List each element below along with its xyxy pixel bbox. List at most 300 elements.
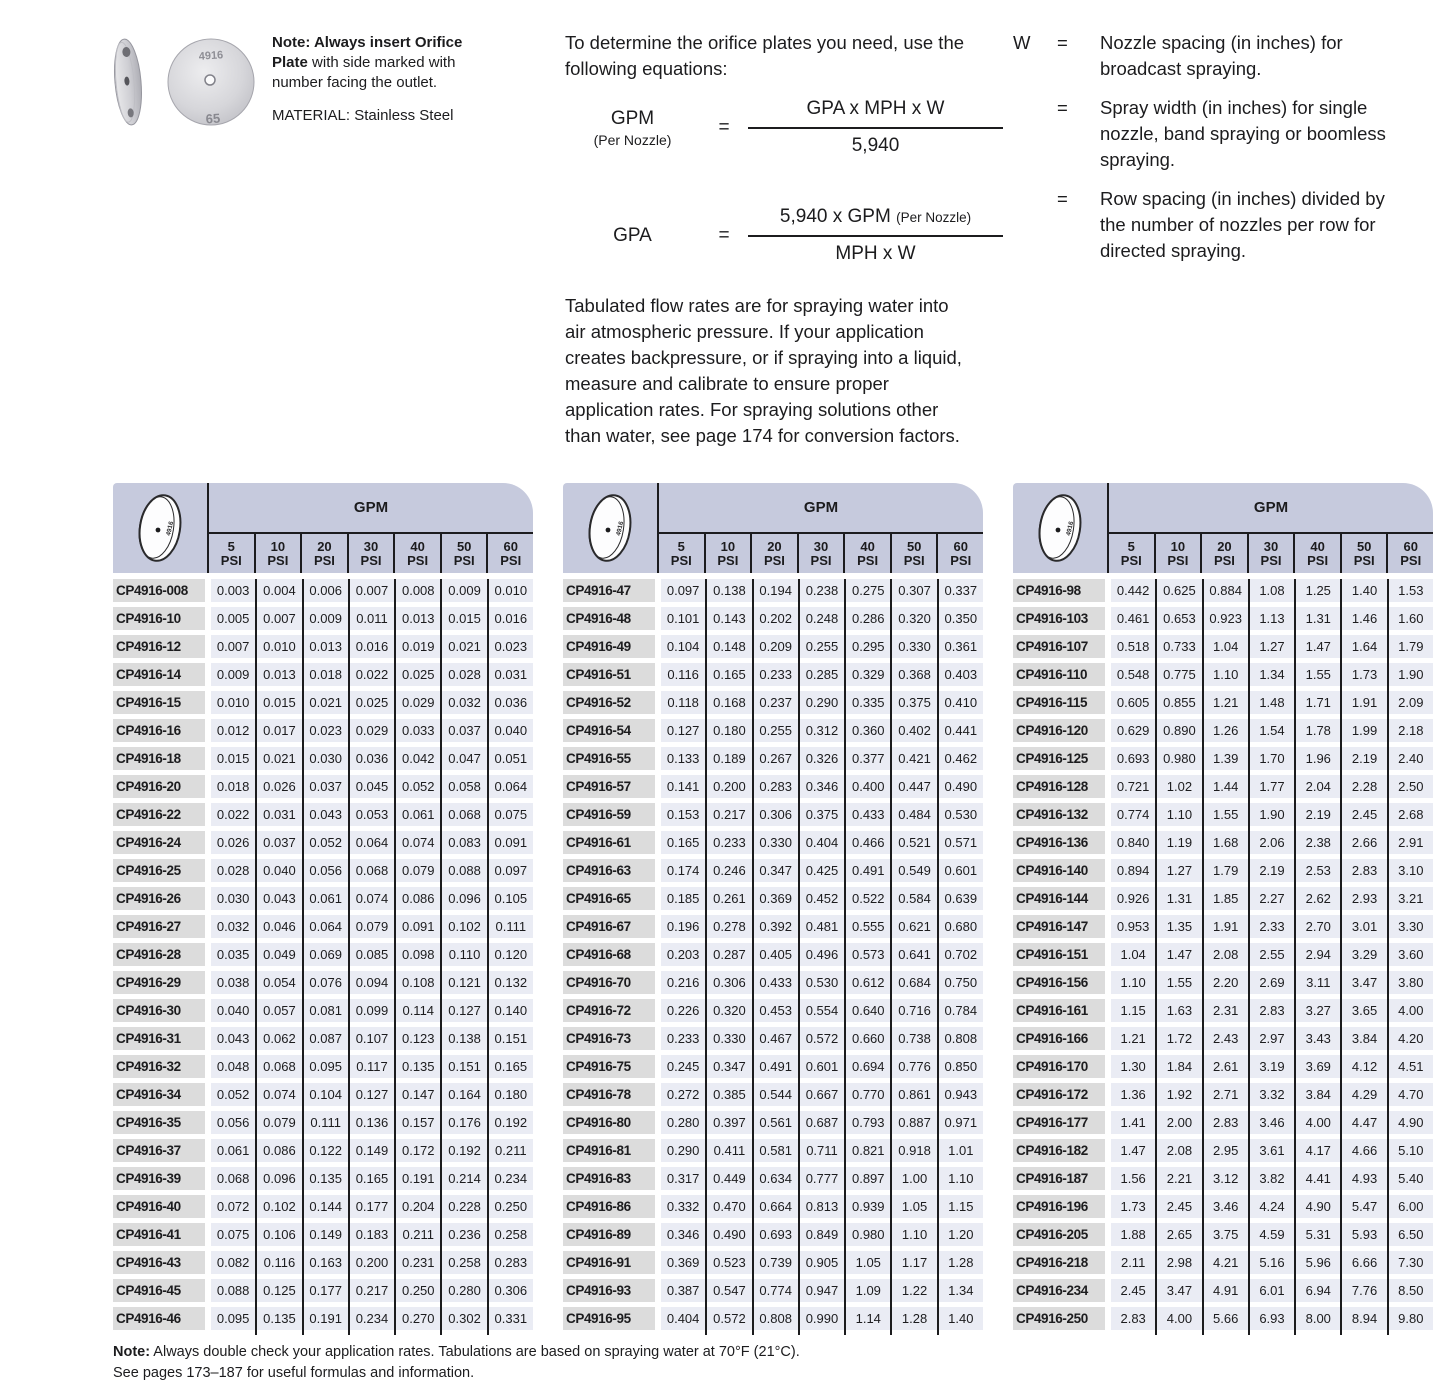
model-label: CP4916-107 [1013,635,1105,658]
flow-value: 2.45 [1157,1195,1201,1218]
flow-value: 0.136 [350,1111,394,1134]
flow-value: 0.101 [661,607,705,630]
flow-value: 0.234 [489,1167,533,1190]
flow-value: 0.233 [754,663,798,686]
psi-data-column [705,579,751,1335]
flow-value: 1.34 [1250,663,1294,686]
flow-value: 0.971 [939,1111,983,1134]
psi-column-header [704,534,751,573]
footer-line1-text: Always double check your application rates. Tabulations are based on spraying water at 70°F (21°C). [153,1344,800,1360]
flow-value: 0.238 [800,579,844,602]
flow-value: 0.850 [939,1055,983,1078]
flow-value: 0.387 [661,1279,705,1302]
flow-value: 3.27 [1296,999,1340,1022]
flow-value: 0.733 [1157,635,1201,658]
flow-value: 0.151 [489,1027,533,1050]
flow-rate-table [563,483,983,1335]
flow-value: 2.08 [1204,943,1248,966]
psi-pressure-value: 10 [720,538,736,554]
flow-value: 0.770 [846,1083,890,1106]
model-label: CP4916-22 [113,803,205,826]
flow-value: 0.007 [211,635,255,658]
flow-value: 0.211 [396,1223,440,1246]
gpa-fraction [748,206,1003,265]
flow-value: 0.056 [304,859,348,882]
psi-data-column [844,579,890,1335]
flow-value: 2.50 [1389,775,1433,798]
flow-value: 5.16 [1250,1251,1294,1274]
flow-value: 0.144 [304,1195,348,1218]
w-definition-text: Row spacing (in inches) divided by the number of nozzles per row for directed spraying. [1100,188,1385,261]
psi-column-header [300,534,347,573]
flow-value: 0.484 [892,803,936,826]
flow-value: 0.064 [350,831,394,854]
flow-value: 0.884 [1204,579,1248,602]
model-label: CP4916-29 [113,971,205,994]
flow-value: 3.12 [1204,1167,1248,1190]
flow-value: 0.467 [754,1027,798,1050]
flow-value: 4.21 [1204,1251,1248,1274]
flow-value: 0.012 [211,719,255,742]
flow-value: 1.25 [1296,579,1340,602]
model-label: CP4916-68 [563,943,655,966]
flow-value: 0.405 [754,943,798,966]
flow-value: 2.83 [1111,1307,1155,1330]
flow-value: 1.05 [846,1251,890,1274]
flow-value: 0.926 [1111,887,1155,910]
psi-header-row [1109,534,1433,573]
flow-value: 0.043 [211,1027,255,1050]
flow-value: 0.548 [1111,663,1155,686]
data-area [211,579,533,1335]
flow-value: 1.47 [1111,1139,1155,1162]
flow-value: 0.385 [707,1083,751,1106]
footer-note-bold: Note: [113,1344,151,1360]
flow-value: 3.84 [1296,1083,1340,1106]
flow-value: 2.45 [1111,1279,1155,1302]
psi-header-row [659,534,983,573]
flow-value: 0.088 [211,1279,255,1302]
flow-value: 0.079 [350,915,394,938]
model-label: CP4916-161 [1013,999,1105,1022]
model-label: CP4916-48 [563,607,655,630]
model-label: CP4916-32 [113,1055,205,1078]
psi-column-header [1340,534,1387,573]
flow-value: 0.317 [661,1167,705,1190]
model-label: CP4916-008 [113,579,205,602]
psi-pressure-value: 50 [1356,538,1372,554]
flow-value: 1.79 [1389,635,1433,658]
flow-value: 3.65 [1342,999,1386,1022]
flow-value: 0.453 [754,999,798,1022]
flow-value: 1.04 [1111,943,1155,966]
flow-value: 0.425 [800,859,844,882]
model-label: CP4916-12 [113,635,205,658]
flow-value: 3.32 [1250,1083,1294,1106]
psi-data-column [1155,579,1201,1335]
model-label: CP4916-78 [563,1083,655,1106]
flow-value: 0.918 [892,1139,936,1162]
gpm-header-area [1109,483,1433,573]
flow-value: 0.095 [211,1307,255,1330]
flow-value: 1.05 [892,1195,936,1218]
flow-value: 0.016 [350,635,394,658]
flow-value: 0.021 [442,635,486,658]
flow-value: 0.133 [661,747,705,770]
w-symbol: W [1013,32,1031,53]
psi-column-header [750,534,797,573]
flow-value: 0.172 [396,1139,440,1162]
svg-text:4916: 4916 [165,520,176,537]
psi-pressure-value: 50 [906,538,922,554]
svg-text:4916: 4916 [615,520,626,537]
flow-value: 4.12 [1342,1055,1386,1078]
flow-value: 0.026 [211,831,255,854]
flow-value: 1.27 [1157,859,1201,882]
model-label: CP4916-89 [563,1223,655,1246]
flow-value: 1.70 [1250,747,1294,770]
flow-value: 3.60 [1389,943,1433,966]
flow-value: 0.716 [892,999,936,1022]
flow-value: 1.48 [1250,691,1294,714]
flow-value: 0.739 [754,1251,798,1274]
flow-value: 1.01 [939,1139,983,1162]
flow-value: 0.693 [1111,747,1155,770]
flow-value: 2.83 [1204,1111,1248,1134]
flow-value: 0.009 [211,663,255,686]
psi-unit-label: PSI [950,552,972,568]
flow-value: 0.052 [304,831,348,854]
flow-value: 0.306 [754,803,798,826]
flow-value: 0.192 [489,1111,533,1134]
flow-value: 3.69 [1296,1055,1340,1078]
model-label: CP4916-151 [1013,943,1105,966]
gpm-label: GPM [610,107,655,129]
flow-value: 0.522 [846,887,890,910]
flow-value: 0.332 [661,1195,705,1218]
flow-value: 0.573 [846,943,890,966]
psi-unit-label: PSI [1213,552,1235,568]
flow-value: 0.005 [211,607,255,630]
psi-data-column [1294,579,1340,1335]
flow-value: 0.634 [754,1167,798,1190]
flow-value: 0.165 [489,1055,533,1078]
flow-value: 6.00 [1389,1195,1433,1218]
flow-value: 0.217 [350,1279,394,1302]
flow-value: 0.163 [304,1251,348,1274]
flow-value: 2.65 [1157,1223,1201,1246]
flow-value: 0.236 [442,1223,486,1246]
flow-value: 0.202 [754,607,798,630]
flow-value: 0.040 [257,859,301,882]
flow-value: 1.36 [1111,1083,1155,1106]
flow-value: 0.125 [257,1279,301,1302]
flow-value: 6.66 [1342,1251,1386,1274]
psi-column-header [254,534,301,573]
psi-pressure-value: 20 [1217,538,1232,554]
flow-value: 9.80 [1389,1307,1433,1330]
flow-value: 0.584 [892,887,936,910]
svg-text:4916: 4916 [198,49,224,63]
model-label: CP4916-170 [1013,1055,1105,1078]
flow-value: 0.010 [489,579,533,602]
psi-header-row [209,534,533,573]
plate-note-text [272,33,497,93]
flow-value: 0.441 [939,719,983,742]
flow-value: 0.068 [442,803,486,826]
flow-value: 0.306 [707,971,751,994]
model-label: CP4916-52 [563,691,655,714]
flow-value: 0.074 [350,887,394,910]
flow-value: 0.923 [1204,607,1248,630]
flow-value: 0.481 [800,915,844,938]
flow-value: 0.010 [257,635,301,658]
flow-value: 1.92 [1157,1083,1201,1106]
model-label: CP4916-54 [563,719,655,742]
flow-value: 0.629 [1111,719,1155,742]
flow-value: 6.94 [1296,1279,1340,1302]
flow-value: 0.096 [257,1167,301,1190]
flow-value: 3.80 [1389,971,1433,994]
model-label: CP4916-125 [1013,747,1105,770]
flow-value: 1.85 [1204,887,1248,910]
flow-value: 7.30 [1389,1251,1433,1274]
flow-value: 0.261 [707,887,751,910]
flow-value: 5.93 [1342,1223,1386,1246]
flow-value: 4.70 [1389,1083,1433,1106]
flow-value: 0.013 [257,663,301,686]
flow-value: 0.061 [396,803,440,826]
flow-value: 0.177 [350,1195,394,1218]
flow-value: 0.053 [350,803,394,826]
flow-value: 0.038 [211,971,255,994]
material-text: MATERIAL: Stainless Steel [272,107,454,124]
flow-value: 0.116 [661,663,705,686]
flow-value: 0.149 [304,1223,348,1246]
model-label: CP4916-140 [1013,859,1105,882]
model-label: CP4916-128 [1013,775,1105,798]
flow-value: 0.544 [754,1083,798,1106]
flow-value: 0.547 [707,1279,751,1302]
model-label: CP4916-72 [563,999,655,1022]
flow-value: 0.031 [489,663,533,686]
model-label: CP4916-166 [1013,1027,1105,1050]
flow-value: 0.075 [211,1223,255,1246]
footer-line1 [113,1342,800,1363]
table-body [563,579,983,1335]
flow-value: 0.361 [939,635,983,658]
gpm-sublabel: (Per Nozzle) [593,131,672,148]
gpm-fraction [748,98,1003,157]
flow-value: 0.016 [489,607,533,630]
flow-value: 1.77 [1250,775,1294,798]
model-label: CP4916-39 [113,1167,205,1190]
flow-value: 0.004 [257,579,301,602]
flow-value: 0.015 [211,747,255,770]
flow-value: 1.20 [939,1223,983,1246]
psi-unit-label: PSI [1167,552,1189,568]
flow-value: 4.51 [1389,1055,1433,1078]
flow-value: 0.061 [304,887,348,910]
psi-data-column [890,579,936,1335]
flow-value: 0.185 [661,887,705,910]
flow-value: 0.057 [257,999,301,1022]
flow-value: 0.350 [939,607,983,630]
orifice-plate-photo [95,28,270,136]
flow-value: 0.403 [939,663,983,686]
flow-value: 2.45 [1342,803,1386,826]
svg-text:4916: 4916 [1065,520,1076,537]
flow-value: 1.90 [1389,663,1433,686]
flow-value: 0.022 [350,663,394,686]
flow-value: 0.191 [396,1167,440,1190]
psi-unit-label: PSI [220,552,242,568]
flow-value: 0.612 [846,971,890,994]
psi-data-column [394,579,440,1335]
flow-value: 0.096 [442,887,486,910]
model-label: CP4916-91 [563,1251,655,1274]
flow-value: 0.990 [800,1307,844,1330]
flow-value: 0.572 [707,1307,751,1330]
flow-value: 0.031 [257,803,301,826]
equals-sign: = [1057,188,1068,209]
psi-unit-label: PSI [670,552,692,568]
flow-value: 0.601 [800,1055,844,1078]
flow-value: 0.033 [396,719,440,742]
psi-column-header [1247,534,1294,573]
flow-value: 3.01 [1342,915,1386,938]
model-label: CP4916-18 [113,747,205,770]
psi-pressure-value: 10 [270,538,286,554]
flow-value: 1.78 [1296,719,1340,742]
flow-value: 0.013 [396,607,440,630]
flow-value: 0.518 [1111,635,1155,658]
flow-value: 0.561 [754,1111,798,1134]
flow-value: 0.010 [211,691,255,714]
flow-value: 0.572 [800,1027,844,1050]
model-label: CP4916-172 [1013,1083,1105,1106]
equals-sign: = [1057,32,1068,53]
flow-value: 0.102 [442,915,486,938]
flow-value: 3.46 [1250,1111,1294,1134]
flow-value: 0.194 [754,579,798,602]
flow-value: 4.91 [1204,1279,1248,1302]
flow-value: 0.052 [396,775,440,798]
flow-value: 0.028 [442,663,486,686]
flow-value: 0.140 [489,999,533,1022]
flow-value: 2.91 [1389,831,1433,854]
flow-value: 0.072 [211,1195,255,1218]
flow-value: 0.003 [211,579,255,602]
flow-value: 0.808 [754,1307,798,1330]
flow-value: 2.27 [1250,887,1294,910]
flow-value: 3.82 [1250,1167,1294,1190]
flow-value: 0.667 [800,1083,844,1106]
flow-value: 0.043 [304,803,348,826]
flow-value: 3.43 [1296,1027,1340,1050]
flow-value: 0.267 [754,747,798,770]
plate-note-rest: with side marked with number facing the outlet. [272,54,456,91]
model-label: CP4916-47 [563,579,655,602]
orifice-plate-icon [113,483,209,573]
flow-value: 5.40 [1389,1167,1433,1190]
data-area [1111,579,1433,1335]
flow-value: 0.180 [489,1083,533,1106]
model-label: CP4916-26 [113,887,205,910]
flow-value: 0.530 [800,971,844,994]
flow-value: 8.94 [1342,1307,1386,1330]
flow-value: 1.54 [1250,719,1294,742]
flow-value: 0.120 [489,943,533,966]
flow-value: 2.19 [1342,747,1386,770]
model-label: CP4916-37 [113,1139,205,1162]
flow-value: 0.177 [304,1279,348,1302]
psi-column-header [1386,534,1433,573]
psi-pressure-value: 5 [227,538,235,554]
psi-data-column [348,579,394,1335]
flow-value: 0.369 [754,887,798,910]
flow-value: 0.808 [939,1027,983,1050]
flow-value: 2.04 [1296,775,1340,798]
footer-note [113,1342,800,1384]
flow-value: 0.346 [800,775,844,798]
model-label: CP4916-205 [1013,1223,1105,1246]
flow-value: 0.286 [846,607,890,630]
psi-data-column [1202,579,1248,1335]
flow-value: 0.601 [939,859,983,882]
flow-value: 1.63 [1157,999,1201,1022]
flow-value: 0.369 [661,1251,705,1274]
flow-value: 0.023 [489,635,533,658]
model-label: CP4916-14 [113,663,205,686]
flow-value: 0.774 [1111,803,1155,826]
flow-value: 1.64 [1342,635,1386,658]
flow-value: 0.054 [257,971,301,994]
flow-value: 1.55 [1157,971,1201,994]
equals-sign: = [718,116,730,138]
flow-value: 5.31 [1296,1223,1340,1246]
flow-value: 3.30 [1389,915,1433,938]
flow-value: 0.245 [661,1055,705,1078]
flow-value: 0.105 [489,887,533,910]
flow-value: 0.045 [350,775,394,798]
flow-value: 0.009 [442,579,486,602]
psi-column-header [393,534,440,573]
flow-value: 0.290 [661,1139,705,1162]
flow-value: 0.097 [661,579,705,602]
flow-value: 1.31 [1157,887,1201,910]
psi-pressure-value: 50 [456,538,472,554]
flow-value: 1.55 [1204,803,1248,826]
flow-value: 0.855 [1157,691,1201,714]
flow-value: 0.062 [257,1027,301,1050]
flow-value: 4.17 [1296,1139,1340,1162]
flow-value: 1.13 [1250,607,1294,630]
flow-value: 0.280 [661,1111,705,1134]
flow-value: 2.83 [1250,999,1294,1022]
flow-value: 0.521 [892,831,936,854]
w-definition-text: Nozzle spacing (in inches) for broadcast spraying. [1100,32,1343,79]
flow-value: 0.461 [1111,607,1155,630]
flow-value: 0.250 [489,1195,533,1218]
psi-unit-label: PSI [857,552,879,568]
flow-value: 0.894 [1111,859,1155,882]
flow-value: 1.39 [1204,747,1248,770]
plate-note-bold: Note: Always insert Orifice Plate [272,34,463,71]
flow-value: 1.35 [1157,915,1201,938]
gpm-denominator: 5,940 [851,135,900,156]
flow-value: 1.99 [1342,719,1386,742]
